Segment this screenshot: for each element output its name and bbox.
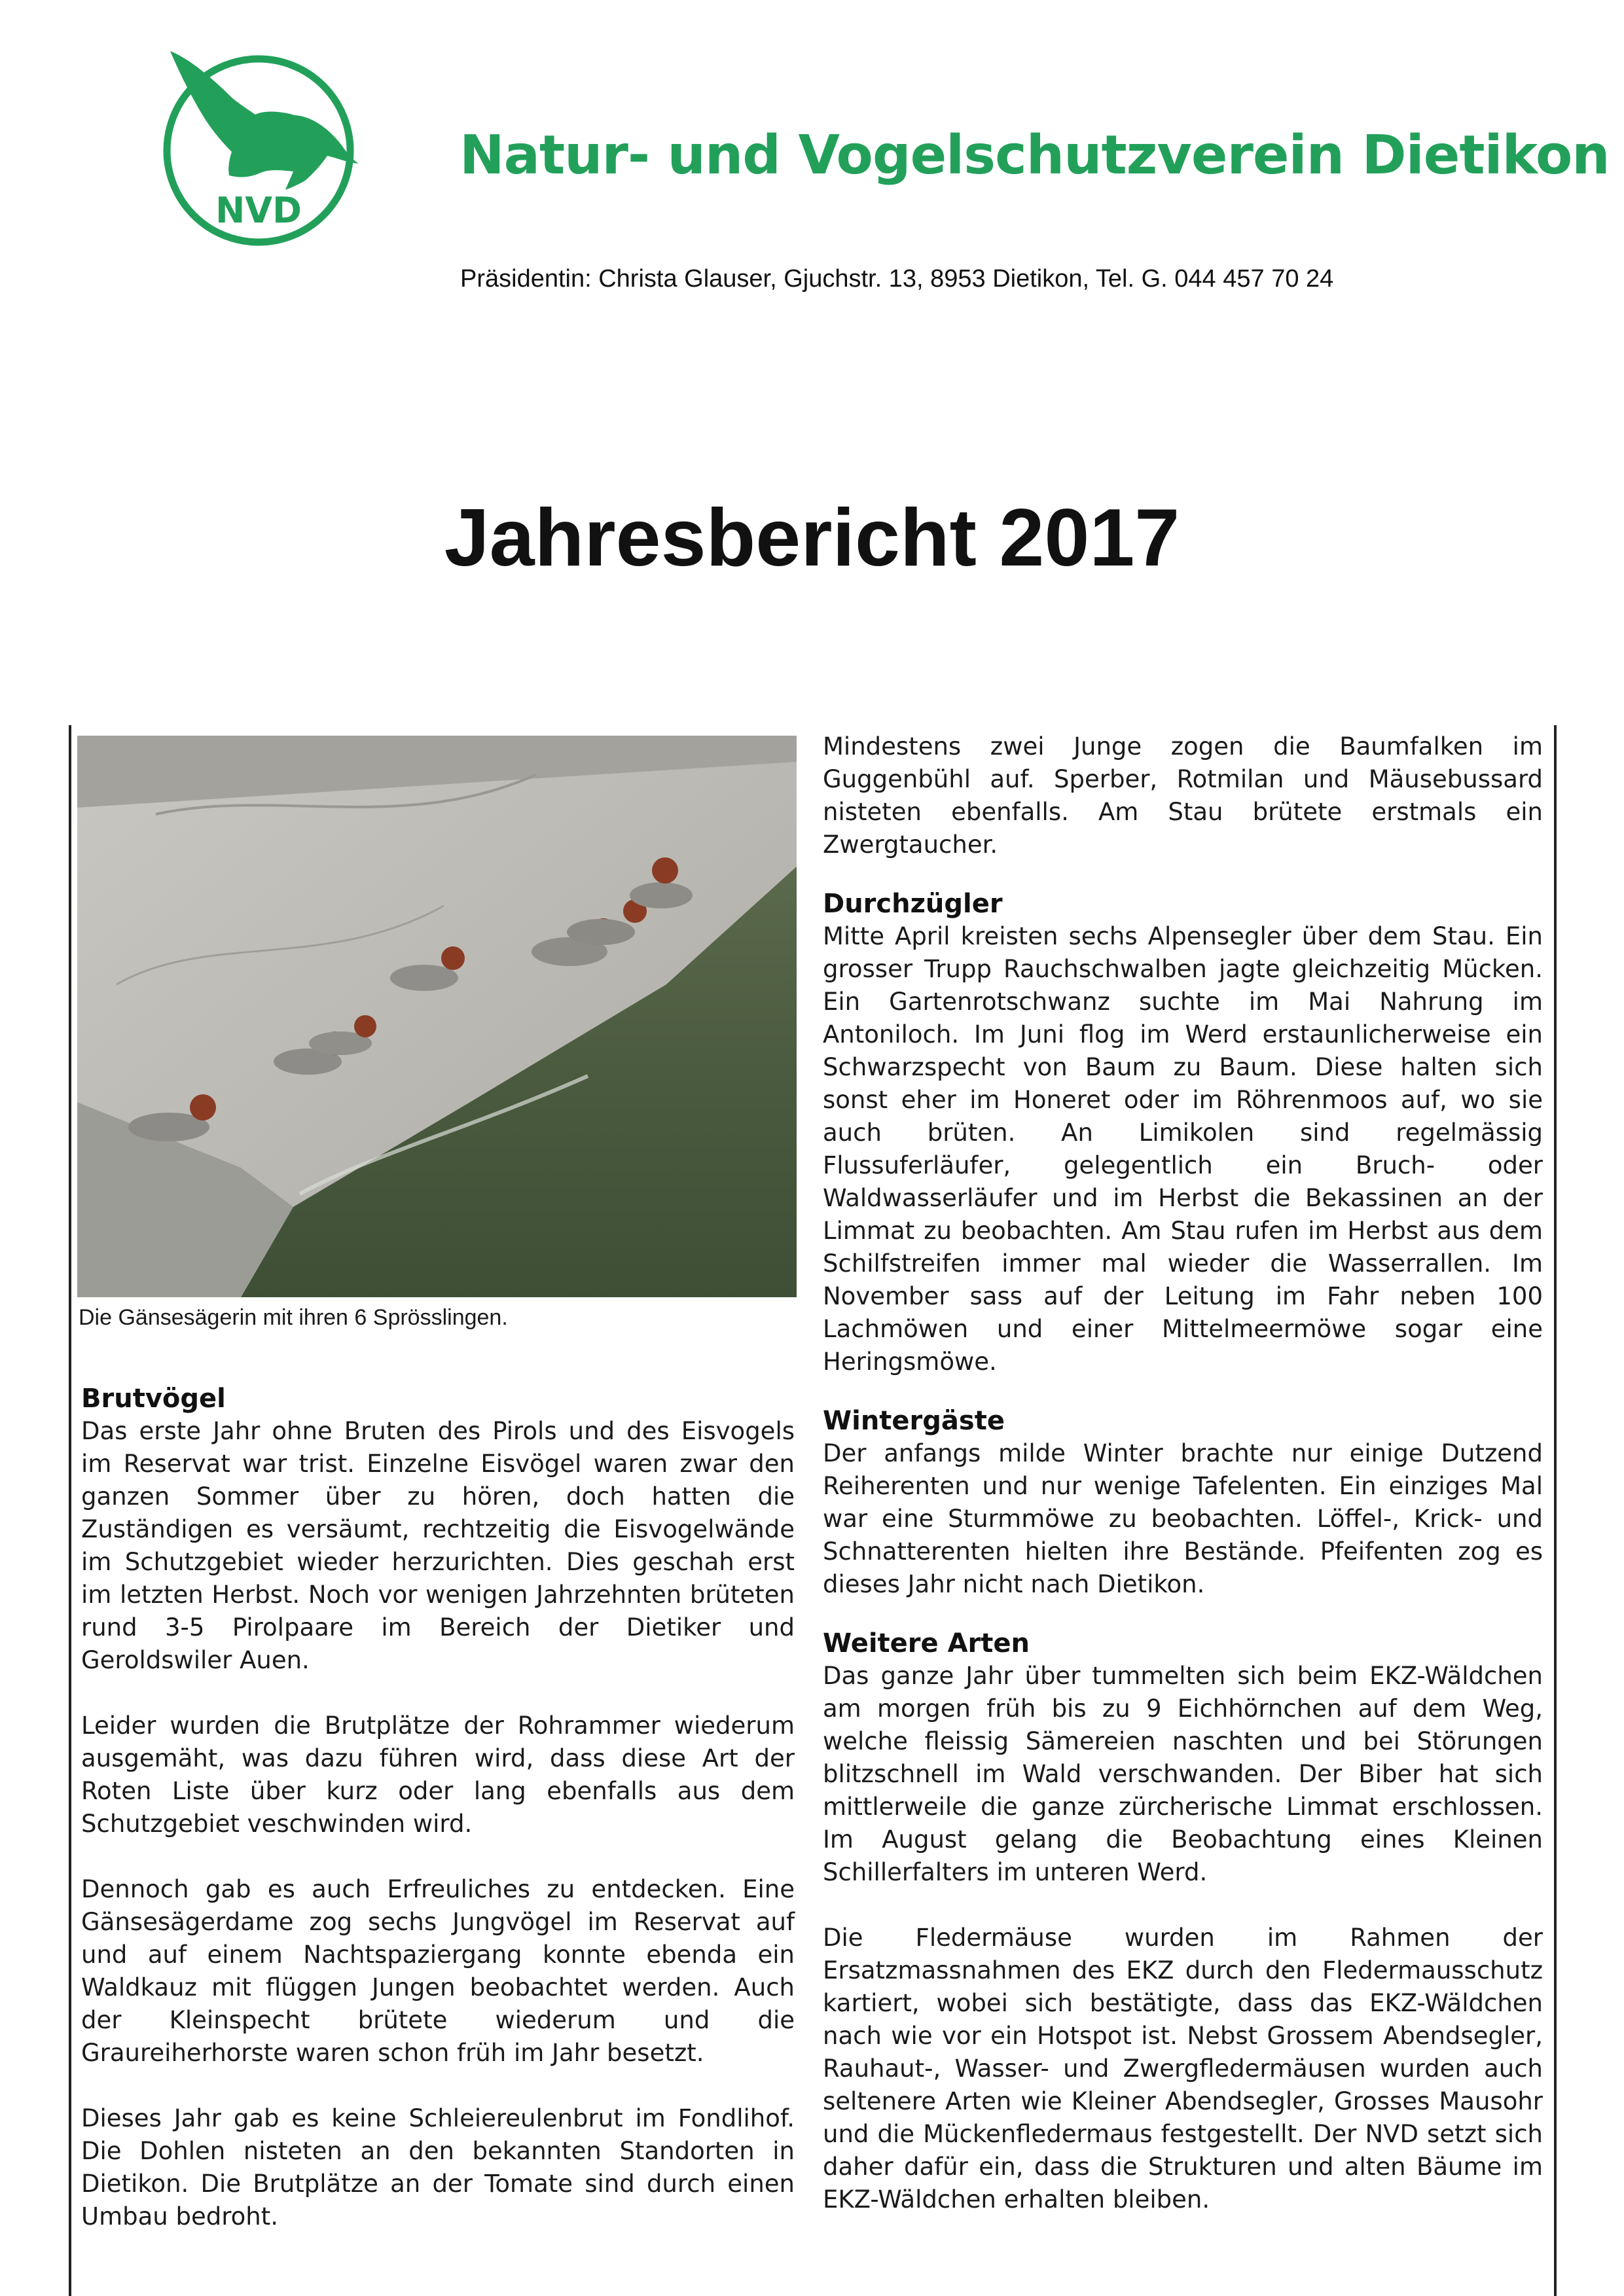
organization-name: Natur- und Vogelschutzverein Dietikon: [460, 124, 1610, 187]
heading-brutvoegel: Brutvögel: [81, 1384, 226, 1414]
paragraph: Mitte April kreisten sechs Alpensegler über dem Stau. Ein grosser Trupp Rauchschwalben jagte gleichzeitig Mücken. Ein Gartenrotschwanz suchte im Mai Nahrung im Antoniloch. Im Juni flog im Werd erstaunlicherweise ein Schwarzspecht von Baum zu Baum. Diese halten sich sonst eher im Honeret oder im Röhrenmoos auf, wo sie auch brüten. An Limikolen sind regelmässig Flussuferläufer, gelegentlich ein Bruch- oder Waldwasserläufer und im Herbst die Bekassinen an der Limmat zu beobachten. Am Stau rufen im Herbst aus dem Schilfstreifen immer mal wieder die Wasserrallen. Im November sass auf der Leitung im Fahr neben 100 Lachmöwen und einer Mittelmeermöwe sogar eine Heringsmöwe.: [823, 922, 1543, 1376]
left-column: [81, 1382, 795, 2233]
president-contact: Präsidentin: Christa Glauser, Gjuchstr. 13, 8953 Dietikon, Tel. G. 044 457 70 24: [460, 265, 1334, 293]
photo-caption: Die Gänsesägerin mit ihren 6 Sprösslingen.: [79, 1305, 508, 1330]
bird-icon: [170, 51, 359, 190]
heading-durchzuegler: Durchzügler: [823, 889, 1003, 919]
heading-weitere-arten: Weitere Arten: [823, 1628, 1030, 1659]
paragraph: Leider wurden die Brutplätze der Rohrammer wiederum ausgemäht, was dazu führen wird, dass diese Art der Roten Liste über kurz oder lang ebenfalls aus dem Schutzgebiet veschwinden wird.: [81, 1712, 795, 1838]
logo-text: NVD: [215, 190, 302, 231]
paragraph: Dennoch gab es auch Erfreuliches zu entdecken. Eine Gänsesägerdame zog sechs Jungvögel im Reservat auf und auf einem Nachtspaziergang konnte ebenda ein Waldkauz mit flüggen Jungen beobachtet werden. Auch der Kleinspecht brütete wiederum und die Graureiherhorste waren schon früh im Jahr besetzt.: [81, 1875, 795, 2067]
intro-paragraph: Mindestens zwei Junge zogen die Baumfalken im Guggenbühl auf. Sperber, Rotmilan und Mäusebussard nisteten ebenfalls. Am Stau brütete erstmals ein Zwergtaucher.: [823, 732, 1543, 859]
nvd-logo: [151, 33, 367, 249]
left-border-rule: [69, 725, 71, 2296]
right-border-rule: [1554, 725, 1557, 2296]
photo-merganser-family: [77, 736, 797, 1297]
paragraph: Das erste Jahr ohne Bruten des Pirols und des Eisvogels im Reservat war trist. Einzelne Eisvögel waren zwar den ganzen Sommer über zu hören, doch hatten die Zuständigen es versäumt, rechtzeitig die Eisvogelwände im Schutzgebiet wieder herzurichten. Dies geschah erst im letzten Herbst. Noch vor wenigen Jahrzehnten brüteten rund 3-5 Pirolpaare im Bereich der Dietiker und Geroldswiler Auen.: [81, 1417, 795, 1674]
page-title: Jahresbericht 2017: [444, 493, 1180, 584]
paragraph: Die Fledermäuse wurden im Rahmen der Ersatzmassnahmen des EKZ durch den Fledermausschutz kartiert, wobei sich bestätigte, dass das EKZ-Wäldchen nach wie vor ein Hotspot ist. Nebst Grossem Abendsegler, Rauhaut-, Wasser- und Zwergfledermäusen wurden auch seltenere Arten wie Kleiner Abendsegler, Grosses Mausohr und die Mückenfledermaus festgestellt. Der NVD setzt sich daher dafür ein, dass die Strukturen und alten Bäume im EKZ-Wäldchen erhalten bleiben.: [823, 1924, 1543, 2214]
right-column: [823, 730, 1543, 2216]
paragraph: Dieses Jahr gab es keine Schleiereulenbrut im Fondlihof. Die Dohlen nisteten an den bekannten Standorten in Dietikon. Die Brutplätze an der Tomate sind durch einen Umbau bedroht.: [81, 2104, 795, 2231]
paragraph: Das ganze Jahr über tummelten sich beim EKZ-Wäldchen am morgen früh bis zu 9 Eichhörnchen auf dem Weg, welche fleissig Sämereien naschten und bei Störungen blitzschnell im Wald verschwanden. Der Biber hat sich mittlerweile die ganze zürcherische Limmat erschlossen. Im August gelang die Beobachtung eines Kleinen Schillerfalters im unteren Werd.: [823, 1662, 1543, 1886]
heading-wintergaeste: Wintergäste: [823, 1406, 1005, 1436]
paragraph: Der anfangs milde Winter brachte nur einige Dutzend Reiherenten und nur wenige Tafelenten. Ein einziges Mal war eine Sturmmöwe zu beobachten. Löffel-, Krick- und Schnatterenten hielten ihre Bestände. Pfeifenten zog es dieses Jahr nicht nach Dietikon.: [823, 1439, 1543, 1598]
